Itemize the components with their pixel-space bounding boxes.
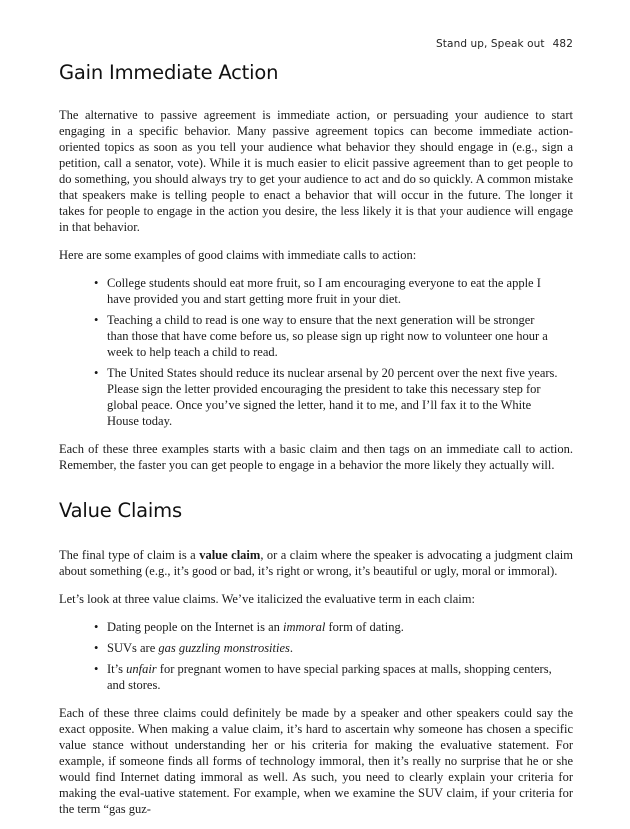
section-heading-gain-immediate-action: Gain Immediate Action xyxy=(59,61,279,84)
list-item xyxy=(59,312,573,360)
section-heading-value-claims: Value Claims xyxy=(59,499,182,522)
list-item xyxy=(59,619,573,635)
text-span: , or a claim where the speaker is advocating a judgment claim about something (e.g., it’s good or bad, it’s right or wrong, it’s beautiful or ugly, moral or immoral). xyxy=(59,548,573,578)
paragraph: Each of these three examples starts with a basic claim and then tags on an immediate call to action. Remember, the faster you can get people to engage in a behavior the more likely they actually will. xyxy=(59,442,573,472)
paragraph: Each of these three claims could definitely be made by a speaker and other speakers could say the exact opposite. When making a value claim, it’s hard to ascertain why someone has chosen a specific value stance without understanding her or his criteria for making the evaluative statement. For example, if someone finds all forms of technology immoral, then it’s really no surprise that he or she would find Internet dating immoral as well. As such, you need to clearly explain your criteria for making the eval-uative statement. For example, when we examine the SUV claim, if your criteria for the term “gas guz- xyxy=(59,706,573,816)
paragraph: Here are some examples of good claims with immediate calls to action: xyxy=(59,248,417,262)
bullet-list xyxy=(59,619,573,693)
text-span: . xyxy=(289,641,294,655)
list-item-text: College students should eat more fruit, so I am encouraging everyone to eat the apple I have provided you and start getting more fruit in your diet. xyxy=(107,276,541,306)
text-span: form of dating. xyxy=(325,620,404,634)
list-item xyxy=(59,661,573,693)
bullet-icon: • xyxy=(94,620,99,634)
bullet-icon: • xyxy=(94,366,99,380)
bullet-icon: • xyxy=(94,641,99,655)
bullet-icon: • xyxy=(94,313,99,327)
paragraph xyxy=(59,547,573,579)
text-span: It’s xyxy=(107,662,127,676)
list-item xyxy=(59,365,573,429)
text-span: The final type of claim is a xyxy=(59,548,200,562)
running-head xyxy=(436,38,573,50)
paragraph: Let’s look at three value claims. We’ve italicized the evaluative term in each claim: xyxy=(59,592,475,606)
list-item xyxy=(59,640,573,656)
main-content xyxy=(59,57,573,829)
list-item xyxy=(59,275,573,307)
page-number: 482 xyxy=(552,38,573,50)
italic-term: unfair xyxy=(126,662,157,676)
text-span: for pregnant women to have special parking spaces at malls, shopping centers, and stores. xyxy=(107,662,552,692)
italic-term: immoral xyxy=(283,620,326,634)
list-item-text: Teaching a child to read is one way to ensure that the next generation will be stronger than those that have come before us, so please sign up right now to volunteer one hour a week to help teach a child to read. xyxy=(107,313,548,359)
bullet-icon: • xyxy=(94,276,99,290)
running-title: Stand up, Speak out xyxy=(436,38,545,50)
text-span: SUVs are xyxy=(107,641,159,655)
paragraph: The alternative to passive agreement is immediate action, or persuading your audience to start engaging in a specific behavior. Many passive agreement topics can become immediate action-oriented topics as soon as you tell your audience what behavior they should engage in (e.g., sign a petition, call a senator, vote). While it is much easier to elicit passive agreement than to get people to do something, you should always try to get your audience to act and do so quickly. A common mistake that speakers make is telling people to enact a behavior that will occur in the future. The longer it takes for people to engage in the action you desire, the less likely it is that your audience will engage in that behavior. xyxy=(59,108,573,234)
list-item-text: The United States should reduce its nuclear arsenal by 20 percent over the next five years. Please sign the letter provided encouraging the president to take this necessary step for global peace. Once you’ve signed the letter, hand it to me, and I’ll fax it to the White House today. xyxy=(107,366,558,428)
bullet-list xyxy=(59,275,573,429)
bullet-icon: • xyxy=(94,662,99,676)
bold-term: value claim xyxy=(199,548,261,562)
text-span: Dating people on the Internet is an xyxy=(107,620,283,634)
italic-term: gas guzzling monstrosities xyxy=(158,641,290,655)
